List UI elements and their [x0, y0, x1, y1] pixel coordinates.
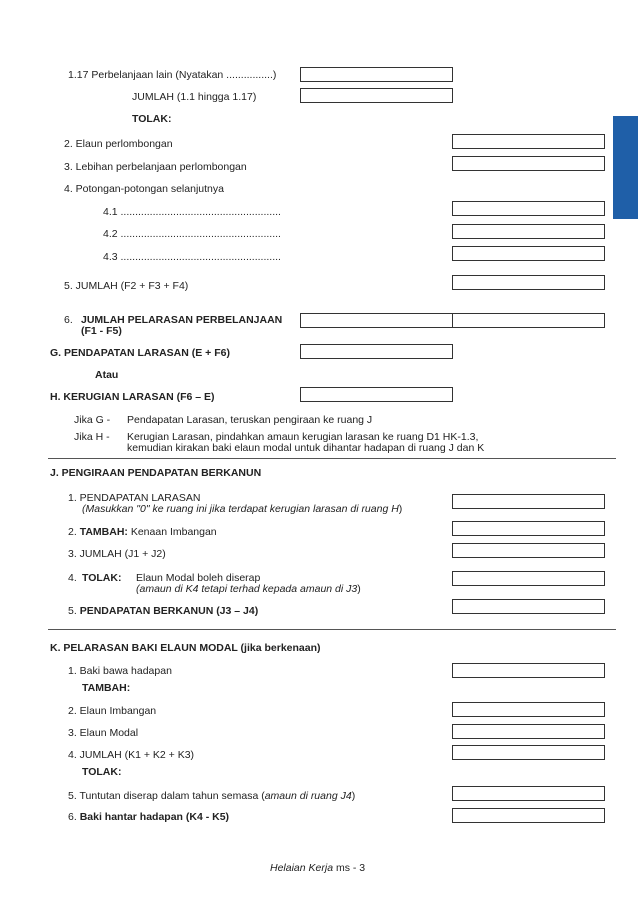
j1-label: 1. PENDAPATAN LARASAN — [68, 492, 201, 504]
section-h-field[interactable] — [300, 387, 453, 402]
divider-before-j — [48, 458, 616, 459]
item-1-17-label: 1.17 Perbelanjaan lain (Nyatakan ................) — [68, 69, 277, 81]
k2-label: 2. Elaun Imbangan — [68, 705, 157, 717]
k-tolak-label: TOLAK: — [82, 766, 122, 778]
f6-formula: (F1 - F5) — [81, 325, 122, 337]
j1-note-italic: (Masukkan "0" ke ruang ini jika terdapat kerugian larasan di ruang H — [82, 503, 399, 515]
j4-label: Elaun Modal boleh diserap — [136, 572, 261, 584]
j3-field[interactable] — [452, 543, 605, 558]
j4-number: 4. — [68, 572, 77, 584]
f3-label: 3. Lebihan perbelanjaan perlombongan — [64, 161, 247, 173]
footer-worksheet-label: Helaian Kerja — [270, 862, 334, 874]
jika-h-text-line2: kemudian kirakan baki elaun modal untuk dihantar hadapan di ruang J dan K — [127, 442, 485, 454]
section-g-label: G. PENDAPATAN LARASAN (E + F6) — [50, 347, 230, 359]
jika-h-text-line1: Kerugian Larasan, pindahkan amaun kerugian larasan ke ruang D1 HK-1.3, — [127, 431, 479, 443]
j5-line — [68, 605, 258, 617]
f2-label: 2. Elaun perlombongan — [64, 138, 173, 150]
j1-note-close: ) — [398, 503, 403, 515]
page-footer — [270, 862, 365, 874]
f5-field[interactable] — [452, 275, 605, 290]
section-h-label: H. KERUGIAN LARASAN (F6 – E) — [50, 391, 215, 403]
k1-label: 1. Baki bawa hadapan — [68, 665, 172, 677]
f3-field[interactable] — [452, 156, 605, 171]
k3-label: 3. Elaun Modal — [68, 727, 139, 739]
j2-field[interactable] — [452, 521, 605, 536]
f4-3-field[interactable] — [452, 246, 605, 261]
f4-2-label: 4.2 ....................................................... — [103, 228, 281, 240]
j2-number: 2. — [68, 526, 77, 538]
k3-field[interactable] — [452, 724, 605, 739]
jumlah-1-1-1-17-field[interactable] — [300, 88, 453, 103]
k-tambah-label: TAMBAH: — [82, 682, 131, 694]
f4-3-label: 4.3 ....................................................... — [103, 251, 281, 263]
j4-tolak: TOLAK: — [82, 572, 122, 584]
jika-h-key: Jika H - — [74, 431, 110, 443]
k4-field[interactable] — [452, 745, 605, 760]
j1-field[interactable] — [452, 494, 605, 509]
divider-before-k — [48, 629, 616, 630]
j5-label: PENDAPATAN BERKANUN (J3 – J4) — [79, 605, 259, 617]
section-tab-marker — [613, 116, 638, 219]
k5-line — [68, 790, 355, 802]
f6-field-right[interactable] — [452, 313, 605, 328]
f6-label: JUMLAH PELARASAN PERBELANJAAN — [81, 314, 283, 326]
f2-field[interactable] — [452, 134, 605, 149]
j4-note — [136, 583, 361, 595]
jika-g-key: Jika G - — [74, 414, 111, 426]
atau-label: Atau — [95, 369, 119, 381]
f4-1-field[interactable] — [452, 201, 605, 216]
k5-field[interactable] — [452, 786, 605, 801]
f4-1-label: 4.1 ....................................................... — [103, 206, 281, 218]
j1-note — [82, 503, 402, 515]
k5-note-close: ) — [351, 790, 356, 802]
section-g-field[interactable] — [300, 344, 453, 359]
k5-label: 5. Tuntutan diserap dalam tahun semasa ( — [68, 790, 265, 802]
k6-label: Baki hantar hadapan (K4 - K5) — [79, 811, 230, 823]
j4-note-italic: (amaun di K4 tetapi terhad kepada amaun di J3 — [136, 583, 358, 595]
j2-line — [68, 526, 217, 538]
k6-line — [68, 811, 229, 823]
f6-field-left[interactable] — [300, 313, 453, 328]
k5-note-italic: amaun di ruang J4 — [264, 790, 352, 802]
f4-2-field[interactable] — [452, 224, 605, 239]
j3-label: 3. JUMLAH (J1 + J2) — [68, 548, 166, 560]
tolak-label: TOLAK: — [132, 113, 172, 125]
jika-g-text: Pendapatan Larasan, teruskan pengiraan ke ruang J — [127, 414, 373, 426]
j2-label: Kenaan Imbangan — [130, 526, 217, 538]
k6-number: 6. — [68, 811, 77, 823]
f5-label: 5. JUMLAH (F2 + F3 + F4) — [64, 280, 189, 292]
k6-field[interactable] — [452, 808, 605, 823]
k2-field[interactable] — [452, 702, 605, 717]
section-j-heading: J. PENGIRAAN PENDAPATAN BERKANUN — [50, 467, 262, 479]
j4-field[interactable] — [452, 571, 605, 586]
section-k-heading: K. PELARASAN BAKI ELAUN MODAL (jika berkenaan) — [50, 642, 321, 654]
footer-page-number: ms - 3 — [333, 862, 366, 874]
j2-tambah: TAMBAH: — [79, 526, 128, 538]
f4-label: 4. Potongan-potongan selanjutnya — [64, 183, 224, 195]
k1-field[interactable] — [452, 663, 605, 678]
j4-note-close: ) — [357, 583, 361, 595]
jumlah-1-1-1-17-label: JUMLAH (1.1 hingga 1.17) — [132, 91, 257, 103]
j5-field[interactable] — [452, 599, 605, 614]
f6-number: 6. — [64, 314, 73, 326]
item-1-17-field[interactable] — [300, 67, 453, 82]
k4-label: 4. JUMLAH (K1 + K2 + K3) — [68, 749, 195, 761]
j5-number: 5. — [68, 605, 77, 617]
